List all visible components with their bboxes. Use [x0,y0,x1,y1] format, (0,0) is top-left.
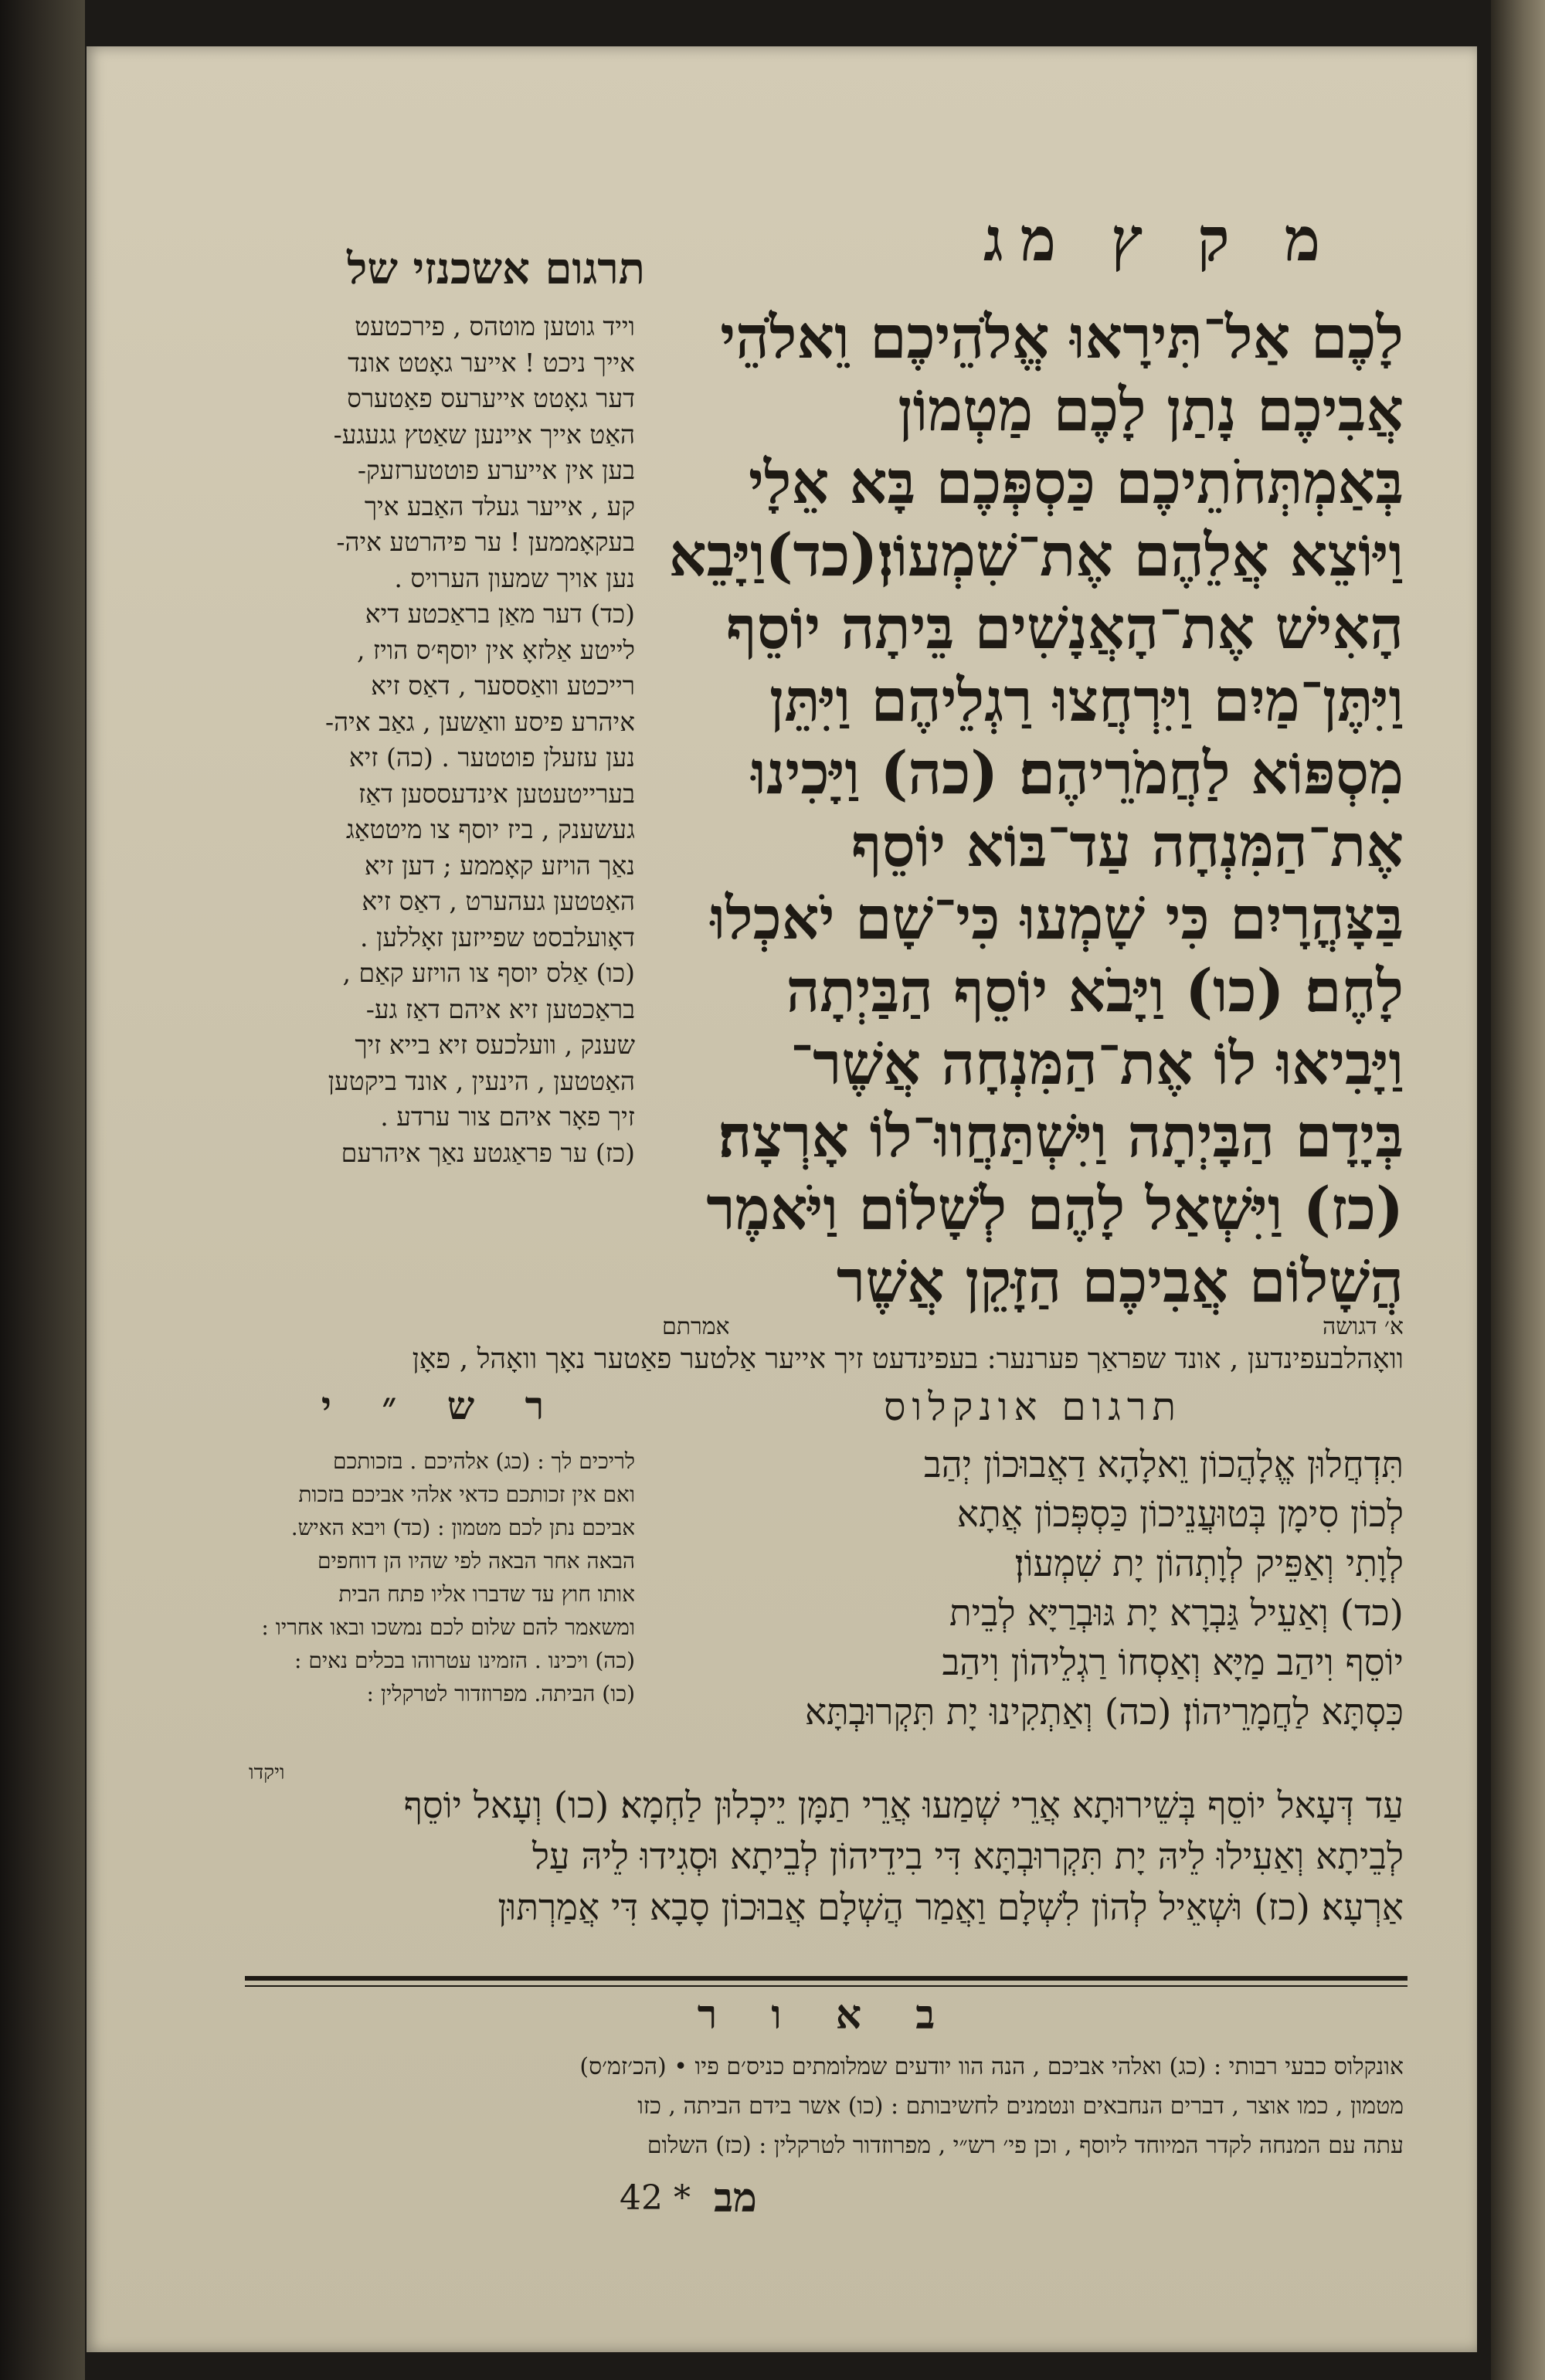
parasha-running-head: מ ק ץ מג [983,205,1338,275]
yiddish-line: האַט אייך איינען שאַטץ גגעגע- [333,419,635,450]
torah-line: אֶת־הַמִּנְחָה עַד־בּוֹא יוֹסֵף [851,811,1404,880]
yiddish-line: בען אין אייערע פוטטערזעק- [357,455,635,485]
targum-running-head: תרגום אשכנזי של [347,243,645,294]
yiddish-line: וייד גוטען מוטהס , פירכטעט [355,311,635,341]
onkelos-line: (כד) וְאַעֵיל גַּבְרָא יָת גּוּבְרַיָּא לְבֵית [949,1592,1404,1635]
biur-line: עתה עם המנחה לקדר המיוחד ליוסף , וכן פי׳ רש״י , מפרוזדור לטרקלין : (כז) השלום [647,2132,1404,2159]
biur-heading: ב א ו ר [697,1991,956,2039]
onkelos-line: לְוָתִי וְאַפֵּיק לְוָתְהוֹן יָת שִׁמְעוֹן׃ [1014,1543,1404,1585]
rashi-line: (כו) הביתה. מפרוזדור לטרקלין : [366,1681,635,1706]
rashi-heading: ר ש ״ י [321,1383,563,1428]
torah-line: מִסְפּוֹא לַחֲמֹרֵיהֶם׃ (כה) וַיָּכִינוּ [751,738,1404,807]
torah-line: לָחֶם׃ (כו) וַיָּבֹא יוֹסֵף הַבַּיְתָה [786,956,1404,1025]
yiddish-line: בערייטעטען אינדעססען דאַז [358,778,635,809]
yiddish-line: בראַכטען זיא איהם דאַז גע- [365,993,635,1024]
torah-line: בַּצָּהֳרָיִם כִּי שָׁמְעוּ כִּי־שָׁם יֹאכְלוּ [710,884,1404,952]
page-footer [620,2175,929,2221]
section-divider [245,1976,1407,1981]
yiddish-line: (כד) דער מאַן בראַכטע דיא [365,599,635,629]
onkelos-line: תִּדְחֲלוּן אֱלָהֲכוֹן וֵאלָהָא דַאֲבוּכוֹן יְהַב [924,1444,1404,1486]
biur-commentary [249,2047,1404,2165]
yiddish-line: דער גאָטט אייערעס פאַטערס [347,383,635,413]
onkelos-line: כִּסְתָּא לַחֲמָרֵיהוֹן׃ (כה) וְאַתְקִינוּ יָת תִּקְרוּבְתָּא [804,1691,1404,1733]
marginal-note-right: א׳ דגושה [1323,1313,1404,1340]
yiddish-line: זיך פאָר איהם צור ערדע . [380,1102,635,1132]
rashi-line: אביכם נתן לכם מטמון : (כד) ויבא האיש. [290,1515,635,1540]
yiddish-line: געשענק , ביז יוסף צו מיטטאַג [345,814,635,844]
biur-line: מטמון , כמו אוצר , דברים הנחבאים ונטמנים לחשיבותם : (כו) אשר בידם הביתה , כזו [637,2093,1404,2120]
onkelos-wide-block [249,1781,1404,1934]
rashi-line: ומשאמר להם שלום לכם נמשכו ובאו אחריו : [261,1614,635,1640]
torah-line: לָכֶם אַל־תִּירָאוּ אֱלֹהֵיכֶם וֵאלֹהֵי [720,303,1404,372]
yiddish-line: נאַך הויזע קאָממע ; דען זיא [364,850,635,881]
rashi-line: (כה) ויכינו . הזמינו עטרוהו בכלים נאים : [294,1648,635,1673]
torah-line: הֲשָׁלוֹם אֲבִיכֶם הַזָּקֵן אֲשֶׁר [836,1247,1404,1316]
yiddish-continuation-line: וואָהלבעפינדען , אונד שפראַך פערנער: בעפינדעט זיך אייער אַלטער פאַטער נאָך וואָהל , פאָן [412,1343,1404,1375]
biur-line: אונקלוס כבעי רבותי : (כג) ואלהי אביכם , הנה הוו יודעים שמלומתים כניס׳ם פיו • (הכ׳זמ׳ס) [579,2053,1404,2080]
yiddish-line: נען עזעלן פוטטער . (כה) זיא [348,742,635,772]
yiddish-line: האַטטען , הינעין , אונד ביקטען [328,1065,635,1096]
next-page-edge [1491,0,1545,2380]
yiddish-line: (כז) ער פראַגטע נאַך איהרעם [341,1137,635,1168]
rashi-line: אותו חוץ עד שדברו אליו פתח הבית [338,1581,635,1607]
onkelos-wide-line: עַד דְּעָאל יוֹסֵף בְּשֵׁירוּתָא אֲרֵי שְׁמַעוּ אֲרֵי תַמָּן יֵיכְלוּן לַחְמָא׃ (כו) וְעָאל יוֹסֵף [403,1784,1404,1827]
section-divider-thin [245,1985,1407,1987]
yiddish-line: נען אויך שמעון הערויס . [394,562,635,593]
yiddish-line: בעקאָממען ! ער פיהרטע איה- [336,527,635,557]
torah-line: בְּיָדָם הַבָּיְתָה וַיִּשְׁתַּחֲווּ־לוֹ אָרְצָה׃ [718,1102,1404,1170]
book-page [87,46,1477,2352]
yiddish-translation-column [249,309,635,1171]
onkelos-column [662,1441,1404,1737]
torah-line: הָאִישׁ אֶת־הָאֲנָשִׁים בֵּיתָה יוֹסֵף [726,593,1404,662]
torah-line: וַיִּתֶּן־מַיִם וַיִּרְחֲצוּ רַגְלֵיהֶם וַיִּתֵּן [769,666,1404,735]
torah-text-column [662,301,1404,1318]
yiddish-line: איהרע פיסע וואַשען , גאַב איה- [325,706,635,737]
rashi-line: לריכים לך : (כג) אלהיכם . בזכותכם [333,1448,635,1474]
torah-line: (כז) וַיִּשְׁאַל לָהֶם לְשָׁלוֹם וַיֹּאמֶר [706,1174,1404,1243]
torah-line: בְּאַמְתְּחֹתֵיכֶם כַּסְפְּכֶם בָּא אֵלָי [748,448,1404,517]
torah-line: וַיָּבִיאוּ לוֹ אֶת־הַמִּנְחָה אֲשֶׁר־ [790,1029,1404,1098]
yiddish-line: לייטע אַלזאָ אין יוסף׳ס הויז , [356,634,635,665]
book-binding-shadow [0,0,85,2380]
yiddish-line: רייכטע וואַססער , דאַס זיא [371,671,635,701]
yiddish-line: (כו) אַלס יוסף צו הויזע קאַם , [342,958,635,988]
hebrew-page-number: מב [713,2174,757,2222]
rashi-column [249,1445,635,1710]
yiddish-line: דאָועלבסט שפייזען זאָללען . [359,922,635,952]
marginal-notes [662,1313,1404,1344]
onkelos-line: יוֹסֵף וִיהַב מַיָּא וְאַסְחוֹ רַגְלֵיהוֹן וִיהַב [942,1642,1404,1684]
rashi-line: הבאה אחר הבאה לפי שהיו הן דוחפים [317,1548,635,1574]
torah-line: אֲבִיכֶם נָתַן לָכֶם מַטְמוֹן [898,375,1404,444]
onkelos-heading: תרגום אונקלוס [884,1384,1182,1429]
yiddish-line: שענק , וועלכעס זיא בייא זיך [355,1030,635,1060]
yiddish-line: האַטטען געהערט , דאַס זיא [362,886,635,916]
marginal-note-left: אמרתם [662,1313,730,1340]
rashi-line: ואם אין זכותכם כדאי אלהי אביכם בזכות [298,1482,635,1507]
signature-mark: 42 * [620,2178,691,2218]
rashi-catchword: ויקדו [249,1761,285,1784]
onkelos-wide-line: אַרְעָא׃ (כז) וּשְׁאֵיל לְהוֹן לִשְׁלָם וַאֲמַר הֲשְׁלָם אֲבוּכוֹן סָבָא דִּי אֲמַרְתּוּן [497,1886,1404,1929]
yiddish-line: קע , אייער געלד האַבע איך [364,491,635,521]
torah-line: וַיּוֹצֵא אֲלֵהֶם אֶת־שִׁמְעוֹן׃(כד)וַיָּבֵא [668,521,1404,589]
onkelos-wide-line: לְבֵיתָא וְאַעִילוּ לֵיהּ יָת תִּקְרוּבְתָּא דִּי בִידֵיהוֹן לְבֵיתָא וּסְגִידוּ לֵיהּ עַל [531,1835,1404,1878]
onkelos-line: לְכוֹן סִימָן בְּטוּעֲנֵיכוֹן כַּסְפְּכוֹן אֲתָא [956,1493,1404,1536]
yiddish-line: אייך ניכט ! אייער גאָטט אונד [348,347,635,378]
